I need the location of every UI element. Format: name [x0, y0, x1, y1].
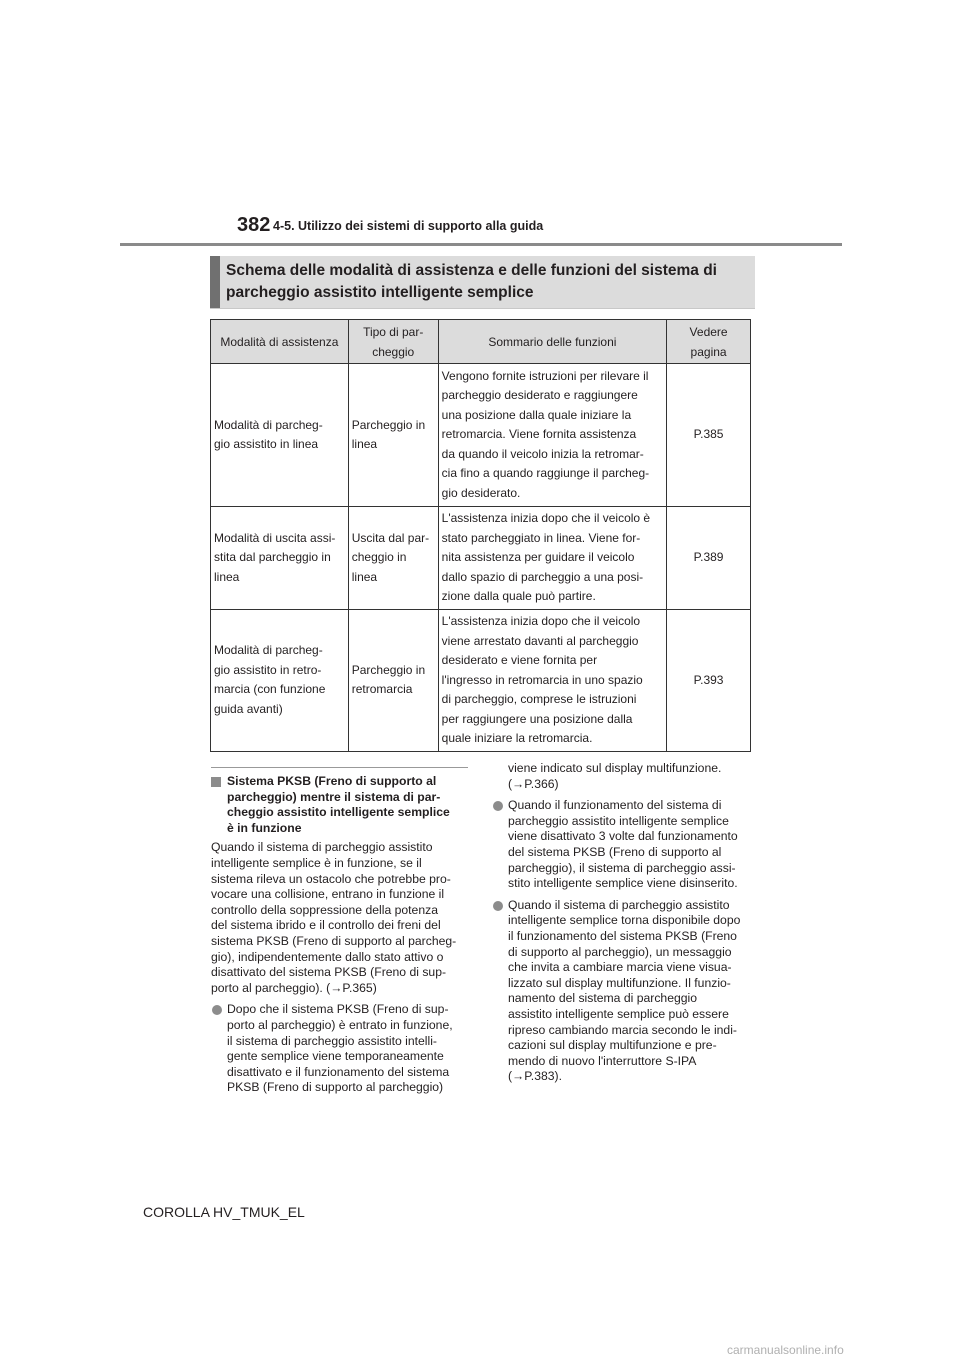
line: ripreso cambiando marcia secondo le indi- — [508, 1022, 737, 1037]
section-title: 4-5. Utilizzo dei sistemi di supporto alla guida — [273, 219, 544, 233]
line: porto al parcheggio) è entrato in funzione, — [227, 1017, 453, 1032]
line: assistito intelligente semplice può essere — [508, 1006, 729, 1021]
cell-summary — [438, 507, 666, 610]
subsection-rule — [211, 767, 468, 768]
cell-mode — [211, 610, 349, 752]
line: intelligente semplice è in funzione, se il — [211, 855, 422, 870]
line: gio desiderato. — [441, 485, 521, 500]
line: stato parcheggiato in linea. Viene for- — [441, 530, 641, 545]
line: Sistema PKSB (Freno di supporto al — [227, 774, 437, 788]
line: disattivato e il funzionamento del sistema — [227, 1064, 450, 1079]
cell-type — [348, 364, 438, 507]
line: linea — [351, 569, 378, 584]
bullet-item — [492, 798, 754, 892]
line: da quando il veicolo inizia la retromar- — [441, 446, 644, 461]
table-header-row — [211, 320, 751, 364]
header-summary: Sommario delle funzioni — [438, 320, 666, 364]
line: il sistema di parcheggio assistito intelli- — [227, 1033, 437, 1048]
header-page — [667, 320, 751, 364]
line: cia fino a quando raggiunge il parcheg- — [441, 466, 650, 481]
line: retromarcia. Viene fornita assistenza — [441, 427, 637, 442]
line: Quando il sistema di parcheggio assistito — [211, 840, 433, 855]
line: gio assistito in linea — [214, 437, 319, 451]
line: L'assistenza inizia dopo che il veicolo è — [441, 511, 651, 526]
header-rule — [120, 243, 842, 246]
line: parcheggio assistito intelligente semplice — [508, 813, 729, 828]
line: l'ingresso in retromarcia in uno spazio — [441, 672, 643, 687]
line: cheggio in — [351, 550, 407, 565]
cell-summary — [438, 364, 666, 507]
line: parcheggio desiderato e raggiungere — [441, 388, 638, 403]
line: namento del sistema di parcheggio — [508, 991, 698, 1006]
line: mendo di nuovo l'interruttore S-IPA — [508, 1053, 697, 1068]
line: vocare una collisione, entrano in funzione il — [211, 887, 445, 902]
cell-page-ref: P.393 — [667, 610, 751, 752]
banner-accent-bar — [210, 256, 220, 308]
line: marcia (con funzione — [214, 682, 326, 697]
continuation-text — [492, 761, 754, 792]
line: Dopo che il sistema PKSB (Freno di sup- — [227, 1002, 449, 1017]
line: guida avanti) — [214, 701, 283, 716]
line: che invita a cambiare marcia viene visua- — [508, 960, 732, 975]
line: disattivato del sistema PKSB (Freno di sup- — [211, 965, 447, 980]
line: Uscita dal par- — [351, 530, 430, 545]
line: Modalità di parcheg- — [214, 417, 323, 432]
line: è in funzione — [227, 820, 302, 835]
header-type-line: cheggio — [372, 344, 415, 359]
line: Modalità di uscita assi- — [214, 530, 336, 545]
line: il funzionamento del sistema PKSB (Freno — [508, 928, 737, 943]
cell-mode — [211, 364, 349, 507]
table-row — [211, 610, 751, 752]
line: Vengono fornite istruzioni per rilevare il — [441, 368, 649, 383]
header-page-line: pagina — [690, 344, 727, 359]
line: (→P.366) — [508, 776, 559, 791]
line: viene indicato sul display multifunzione. — [508, 761, 722, 775]
line: nita assistenza per guidare il veicolo — [441, 550, 635, 565]
right-column — [492, 761, 754, 1085]
line: Parcheggio in — [351, 662, 426, 677]
line: porto al parcheggio). (→P.365) — [211, 980, 377, 995]
line: di parcheggio, comprese le istruzioni — [441, 692, 637, 706]
circle-bullet-icon — [212, 1005, 222, 1015]
line: del sistema PKSB (Freno di supporto al — [508, 844, 722, 859]
banner-title: Schema delle modalità di assistenza e delle funzioni del sistema di parcheggio assistito intelligente semplice — [226, 262, 717, 301]
left-column — [211, 774, 473, 1096]
line: PKSB (Freno di supporto al parcheggio) — [227, 1080, 444, 1095]
line: (→P.383). — [508, 1069, 562, 1084]
line: quale iniziare la retromarcia. — [441, 731, 593, 745]
line: parcheggio), il sistema di parcheggio assi- — [508, 860, 736, 875]
cell-mode — [211, 507, 349, 610]
line: dallo spazio di parcheggio a una posi- — [441, 569, 644, 584]
cell-page-ref: P.389 — [667, 507, 751, 610]
line: desiderato e viene fornita per — [441, 653, 598, 667]
line: Quando il funzionamento del sistema di — [508, 798, 722, 813]
line: per raggiungere una posizione dalla — [441, 711, 633, 726]
line: L'assistenza inizia dopo che il veicolo — [441, 614, 641, 628]
line: parcheggio) mentre il sistema di par- — [227, 789, 441, 804]
header-type-line: Tipo di par- — [363, 324, 424, 339]
table-row — [211, 364, 751, 507]
line: controllo della soppressione della potenza — [211, 902, 438, 917]
line: intelligente semplice torna disponibile dopo — [508, 913, 741, 928]
line: gio), indipendentemente dallo stato attivo o — [211, 949, 444, 964]
footer-model-code: COROLLA HV_TMUK_EL — [143, 1204, 305, 1220]
line: del sistema ibrido e il controllo dei freni del — [211, 918, 441, 933]
page-number: 382 — [237, 214, 271, 236]
circle-bullet-icon — [493, 801, 503, 811]
watermark: carmanualsonline.info — [727, 1343, 844, 1357]
assist-modes-table — [210, 319, 751, 752]
bullet-item — [492, 898, 754, 1085]
line: lizzato sul display multifunzione. Il funzio- — [508, 975, 731, 990]
line: cazioni sul display multifunzione e pre- — [508, 1038, 717, 1053]
square-bullet-icon — [211, 777, 221, 787]
line: Quando il sistema di parcheggio assistito — [508, 897, 730, 912]
line: di supporto al parcheggio), un messaggio — [508, 944, 732, 959]
header-type — [348, 320, 438, 364]
header-mode: Modalità di assistenza — [211, 320, 349, 364]
pksb-paragraph — [211, 840, 473, 996]
line: stita dal parcheggio in — [214, 550, 331, 565]
line: linea — [214, 569, 240, 584]
line: cheggio assistito intelligente semplice — [227, 805, 450, 820]
line: viene disattivato 3 volte dal funzionamento — [508, 829, 738, 844]
line: stito intelligente semplice viene disinserito. — [508, 876, 738, 891]
pksb-subheading — [211, 774, 473, 836]
line: zione dalla quale può partire. — [441, 589, 596, 604]
line: linea — [351, 437, 378, 451]
line: viene arrestato davanti al parcheggio — [441, 633, 639, 648]
header-page-line: Vedere — [689, 324, 728, 339]
line: Parcheggio in — [351, 417, 426, 432]
line: una posizione dalla quale iniziare la — [441, 407, 632, 422]
cell-type — [348, 507, 438, 610]
cell-type — [348, 610, 438, 752]
cell-page-ref: P.385 — [667, 364, 751, 507]
line: sistema rileva un ostacolo che potrebbe pro- — [211, 871, 451, 886]
cell-summary — [438, 610, 666, 752]
line: sistema PKSB (Freno di supporto al parcheg- — [211, 933, 457, 948]
circle-bullet-icon — [493, 901, 503, 911]
line: gente semplice viene temporaneamente — [227, 1049, 444, 1064]
line: Modalità di parcheg- — [214, 643, 323, 658]
line: retromarcia — [351, 682, 413, 697]
table-row — [211, 507, 751, 610]
bullet-item — [211, 1002, 473, 1096]
line: gio assistito in retro- — [214, 662, 322, 677]
section-banner — [210, 256, 755, 309]
